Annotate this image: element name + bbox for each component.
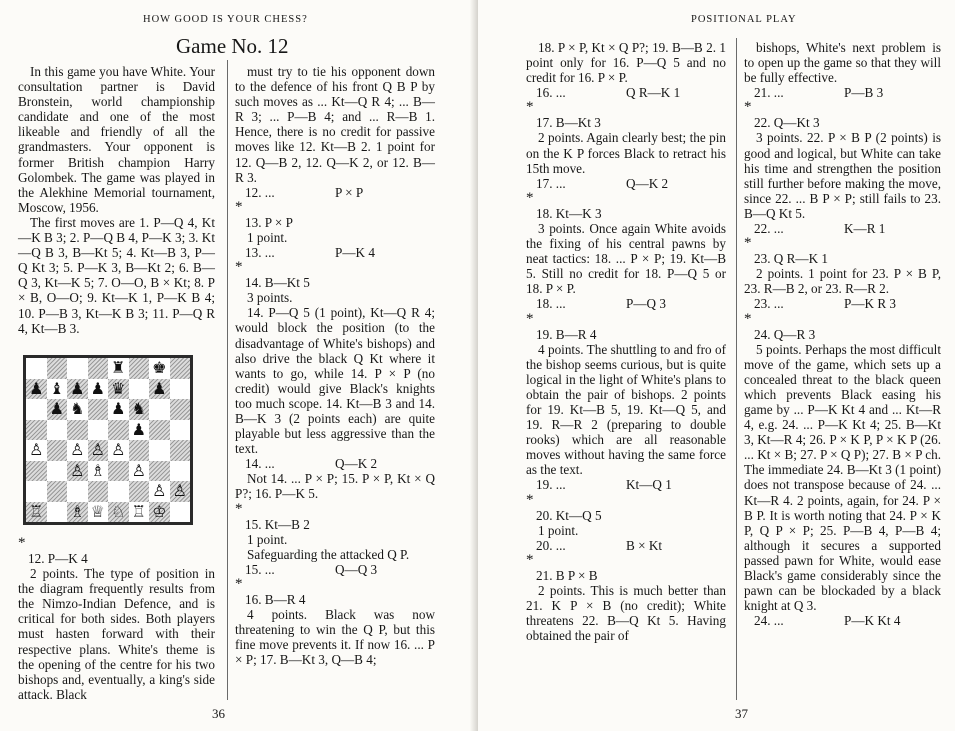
move-number: 18. ...	[536, 296, 566, 312]
chess-piece-icon: ♙	[152, 481, 167, 501]
board-square	[47, 379, 68, 400]
board-square	[47, 420, 68, 441]
chess-piece-icon: ♗	[90, 460, 105, 480]
chess-piece-icon: ♞	[131, 399, 146, 419]
board-square	[170, 481, 191, 502]
chess-piece-icon: ♛	[111, 378, 126, 398]
game-title: Game No. 12	[176, 34, 289, 58]
black-move-line	[235, 456, 435, 471]
black-move-line	[526, 85, 726, 100]
commentary-paragraph: In this game you have White. Your consultation partner is David Bronstein, world championship candidate and one of the most likeable and friendly of all the grandmasters. Your opponent is former British champion Harry Golombek. The game was played in the Alekhine Memorial tournament, Moscow, 1956.	[18, 64, 215, 215]
move-text: P—K R 3	[844, 296, 897, 312]
black-move-line	[526, 477, 726, 492]
move-number: 16. ...	[536, 85, 566, 101]
board-square	[108, 440, 129, 461]
chess-piece-icon: ♝	[49, 378, 64, 398]
board-square	[88, 399, 109, 420]
board-square	[108, 399, 129, 420]
chess-piece-icon: ♞	[70, 399, 85, 419]
section-star: *	[526, 99, 534, 116]
move-text: Q R—K 1	[626, 85, 681, 101]
section-star: *	[526, 310, 534, 327]
board-square	[149, 379, 170, 400]
white-move: 23. Q R—K 1	[754, 251, 828, 267]
board-square	[47, 461, 68, 482]
chess-piece-icon: ♙	[90, 440, 105, 460]
white-move: 22. Q—Kt 3	[754, 115, 820, 131]
section-star: *	[235, 575, 243, 592]
chess-piece-icon: ♖	[131, 501, 146, 521]
left-page	[0, 0, 477, 731]
board-square	[26, 358, 47, 379]
column-rule-right	[736, 38, 737, 700]
column-1-top	[18, 64, 215, 336]
white-move: 24. Q—R 3	[754, 326, 816, 342]
commentary-paragraph: Safeguarding the attacked Q P.	[247, 546, 410, 562]
right-page	[478, 0, 955, 731]
move-text: Q—K 2	[335, 456, 378, 472]
board-square	[149, 440, 170, 461]
move-number: 12. ...	[245, 184, 275, 200]
commentary-paragraph: 14. P—Q 5 (1 point), Kt—Q R 4; would block the position (to the disadvantage of White's bishops) and also drive the black Q Kt where it wants to go, while 14. P × P (no credit) would give Black's knights too much scope. 14. Kt—B 3 and 14. B—K 3 (2 points each) are quite playable but less aggressive than the text.	[235, 305, 435, 457]
black-move-line	[744, 296, 941, 311]
chess-piece-icon: ♙	[70, 460, 85, 480]
commentary-paragraph: 1 point.	[247, 531, 288, 547]
chess-piece-icon: ♘	[111, 501, 126, 521]
column-2	[235, 64, 435, 667]
section-star: *	[744, 310, 752, 327]
move-text: Kt—Q 1	[626, 477, 672, 493]
board-square	[47, 358, 68, 379]
commentary-paragraph: 3 points.	[247, 290, 293, 306]
board-square	[129, 461, 150, 482]
commentary-paragraph: The first moves are 1. P—Q 4, Kt—K B 3; 2. P—Q B 4, P—K 3; 3. Kt—Q B 3, B—Kt 5; 4. Kt—B 3, P—Q Kt 3; 5. P—K 3, B—Kt 2; 6. B—Q 3, Kt—K 5; 7. O—O, B × Kt; 8. P × B, O—O; 9. Kt—K 1, P—K B 4; 10. P—B 3, Kt—K B 3; 11. P—Q R 4, Kt—B 3.	[18, 214, 215, 336]
board-square	[47, 502, 68, 523]
board-square	[26, 399, 47, 420]
white-move: 18. Kt—K 3	[536, 205, 602, 221]
board-square	[129, 420, 150, 441]
board-square	[170, 440, 191, 461]
section-star: *	[526, 551, 534, 568]
column-1-bottom	[18, 536, 215, 702]
board-square	[170, 379, 191, 400]
white-move: 20. Kt—Q 5	[536, 507, 602, 523]
page-number-left: 36	[212, 706, 225, 721]
chess-piece-icon: ♟	[49, 399, 64, 419]
chess-piece-icon: ♟	[111, 399, 126, 419]
board-square	[26, 440, 47, 461]
board-square	[67, 379, 88, 400]
board-square	[129, 399, 150, 420]
section-star: *	[744, 99, 752, 116]
board-square	[170, 358, 191, 379]
commentary-paragraph: bishops, White's next problem is to open up the game so that they will be fully effective.	[744, 40, 941, 86]
commentary-paragraph: 2 points. This is much better than 21. K P × B (no credit); White threatens 22. B—Q Kt 5. Having obtained the pair of	[526, 582, 726, 644]
chess-piece-icon: ♙	[172, 481, 187, 501]
commentary-paragraph: 5 points. Perhaps the most difficult move of the game, which sets up a concealed threat to the black queen which prevents Black easing his game by ... P—K Kt 4 and ... Kt—R 4, e.g. 24. ... P—K Kt 4; 25. B—Kt 3, Kt—R 4; 26. P × K P, P × K P (26. ... Kt × B; 27. P × Q P); 27. B × P ch. The immediate 24. B—Kt 3 (1 point) does not transpose because of 24. ... Kt—R 4. 2 points, again, for 24. P × B P. It is worth noting that 24. P × K P, Q P × P; 25. P—B 4, P—B 4; although it secures a supported passed pawn for White, would ease Black's game considerably since the pawn can be blockaded by a black knight at Q 3.	[744, 341, 941, 614]
section-star: *	[526, 189, 534, 206]
move-text: B × Kt	[626, 537, 663, 553]
board-square	[67, 399, 88, 420]
commentary-paragraph: 2 points. 1 point for 23. P × B P, 23. R—B 2, or 23. R—R 2.	[744, 266, 941, 297]
chess-piece-icon: ♟	[152, 378, 167, 398]
move-number: 22. ...	[754, 221, 784, 237]
column-rule-left	[227, 60, 228, 700]
section-star: *	[526, 491, 534, 508]
board-square	[47, 440, 68, 461]
board-square	[170, 502, 191, 523]
black-move-line	[526, 176, 726, 191]
board-square	[129, 502, 150, 523]
chess-piece-icon: ♟	[90, 378, 105, 398]
board-square	[88, 358, 109, 379]
section-star: *	[744, 235, 752, 252]
page-number-right: 37	[735, 706, 748, 721]
black-move-line	[526, 538, 726, 553]
commentary-paragraph: must try to tie his opponent down to the defence of his front Q B P by such moves as ... Kt—Q R 4; ... B—R 3; ... P—B 4; and ... R—B 1. Hence, there is no credit for passive moves like 12. Kt—B 2. 1 point for 12. Q—B 2, 12. Q—K 2, or 12. B—R 3.	[235, 64, 435, 185]
move-text: P—Q 3	[626, 296, 666, 312]
commentary-paragraph: 1 point.	[538, 522, 579, 538]
chess-piece-icon: ♟	[70, 378, 85, 398]
board-square	[88, 440, 109, 461]
white-move: 14. B—Kt 5	[245, 275, 310, 291]
section-star: *	[18, 535, 26, 551]
move-number: 19. ...	[536, 477, 566, 493]
commentary-paragraph: 3 points. 22. P × B P (2 points) is good and logical, but White can take his time and strengthen the position still further before making the move, since 22. ... B P × P; still fails to 23. B—Q Kt 5.	[744, 130, 941, 221]
board-square	[149, 461, 170, 482]
board-square	[47, 481, 68, 502]
board-square	[149, 502, 170, 523]
chess-piece-icon: ♟	[29, 378, 44, 398]
move-number: 13. ...	[245, 245, 275, 261]
chess-piece-icon: ♟	[131, 419, 146, 439]
board-square	[149, 420, 170, 441]
commentary-paragraph: 4 points. The shuttling to and fro of the bishop seems curious, but is quite logical in the light of White's plans to obtain the pair of bishops. 2 points for 19. Kt—B 5, 19. Kt—Q 5, and 19. R—R 2 (preparing to double rooks) which are all reasonable moves without having the same force as the text.	[526, 341, 726, 478]
board-square	[170, 399, 191, 420]
board-square	[26, 502, 47, 523]
move-number: 17. ...	[536, 175, 566, 191]
white-move: 16. B—R 4	[245, 591, 306, 607]
black-move-line	[235, 245, 435, 260]
board-square	[88, 379, 109, 400]
section-star: *	[235, 500, 243, 517]
chess-piece-icon: ♗	[70, 501, 85, 521]
board-square	[129, 440, 150, 461]
board-square	[67, 481, 88, 502]
board-square	[26, 461, 47, 482]
column-4	[744, 40, 941, 628]
section-star: *	[235, 198, 243, 215]
running-header-left: HOW GOOD IS YOUR CHESS?	[143, 14, 308, 25]
move-text: P—B 3	[844, 85, 884, 101]
column-3	[526, 40, 726, 643]
board-square	[26, 481, 47, 502]
board-square	[26, 379, 47, 400]
board-square	[170, 461, 191, 482]
running-header-right: POSITIONAL PLAY	[691, 14, 797, 25]
chess-piece-icon: ♜	[111, 358, 126, 378]
chess-piece-icon: ♔	[152, 501, 167, 521]
black-move-line	[744, 221, 941, 236]
move-number: 21. ...	[754, 85, 784, 101]
board-square	[108, 502, 129, 523]
commentary-paragraph: 2 points. Again clearly best; the pin on the K P forces Black to retract his 15th move.	[526, 130, 726, 176]
chess-diagram	[23, 355, 193, 525]
white-move: 21. B P × B	[536, 567, 598, 583]
board-square	[47, 399, 68, 420]
white-move: 15. Kt—B 2	[245, 516, 310, 532]
white-move: 13. P × P	[245, 214, 293, 230]
black-move-line	[235, 185, 435, 200]
board-square	[67, 461, 88, 482]
commentary-paragraph: 18. P × P, Kt × Q P?; 19. B—B 2. 1 point only for 16. P—Q 5 and no credit for 16. P × P.	[526, 40, 726, 86]
board-square	[88, 420, 109, 441]
move-number: 14. ...	[245, 456, 275, 472]
chess-piece-icon: ♙	[131, 460, 146, 480]
commentary-paragraph: 3 points. Once again White avoids the fixing of his central pawns by neat tactics: 18. ... P × P; 19. Kt—B 5. Still no credit for 18. P—Q 5 or 18. P × P.	[526, 220, 726, 297]
commentary-paragraph: 2 points. The type of position in the diagram frequently results from the Nimzo-Indian Defence, and is critical for both sides. Both players must hasten forward with their respective plans. White's theme is the opening of the centre for his two bishops and, eventually, a king's side attack. Black	[18, 566, 215, 702]
board-square	[67, 420, 88, 441]
black-move-line	[235, 562, 435, 577]
board-square	[26, 420, 47, 441]
board-square	[108, 379, 129, 400]
board-square	[108, 461, 129, 482]
move-number: 23. ...	[754, 296, 784, 312]
chess-piece-icon: ♚	[152, 358, 167, 378]
commentary-paragraph: Not 14. ... P × P; 15. P × P, Kt × Q P?; 16. P—K 5.	[235, 471, 435, 502]
white-move: 12. P—K 4	[28, 551, 88, 566]
move-text: P—K Kt 4	[844, 613, 901, 629]
board-square	[149, 399, 170, 420]
board-square	[88, 502, 109, 523]
board-square	[108, 420, 129, 441]
board-square	[88, 461, 109, 482]
board-square	[67, 440, 88, 461]
commentary-paragraph: 1 point.	[247, 229, 288, 245]
move-text: P—K 4	[335, 245, 375, 261]
black-move-line	[526, 296, 726, 311]
board-square	[129, 379, 150, 400]
chess-piece-icon: ♙	[70, 440, 85, 460]
chess-piece-icon: ♕	[90, 501, 105, 521]
board-square	[88, 481, 109, 502]
board-square	[149, 358, 170, 379]
move-text: Q—K 2	[626, 175, 669, 191]
move-text: K—R 1	[844, 221, 886, 237]
move-text: Q—Q 3	[335, 561, 378, 577]
board-square	[129, 358, 150, 379]
board-square	[129, 481, 150, 502]
chess-piece-icon: ♙	[29, 440, 44, 460]
white-move: 17. B—Kt 3	[536, 115, 601, 131]
board-square	[108, 358, 129, 379]
white-move: 19. B—R 4	[536, 326, 597, 342]
move-number: 24. ...	[754, 613, 784, 629]
board-square	[67, 502, 88, 523]
move-text: P × P	[335, 184, 364, 200]
board-square	[67, 358, 88, 379]
chess-piece-icon: ♖	[29, 501, 44, 521]
board-square	[149, 481, 170, 502]
section-star: *	[235, 259, 243, 276]
commentary-paragraph: 4 points. Black was now threatening to win the Q P, but this fine move prevents it. If now 16. ... P × P; 17. B—Kt 3, Q—B 4;	[235, 607, 435, 668]
board-square	[108, 481, 129, 502]
black-move-line	[744, 85, 941, 100]
black-move-line	[744, 613, 941, 628]
move-number: 15. ...	[245, 561, 275, 577]
board-square	[170, 420, 191, 441]
chess-piece-icon: ♙	[111, 440, 126, 460]
move-number: 20. ...	[536, 537, 566, 553]
